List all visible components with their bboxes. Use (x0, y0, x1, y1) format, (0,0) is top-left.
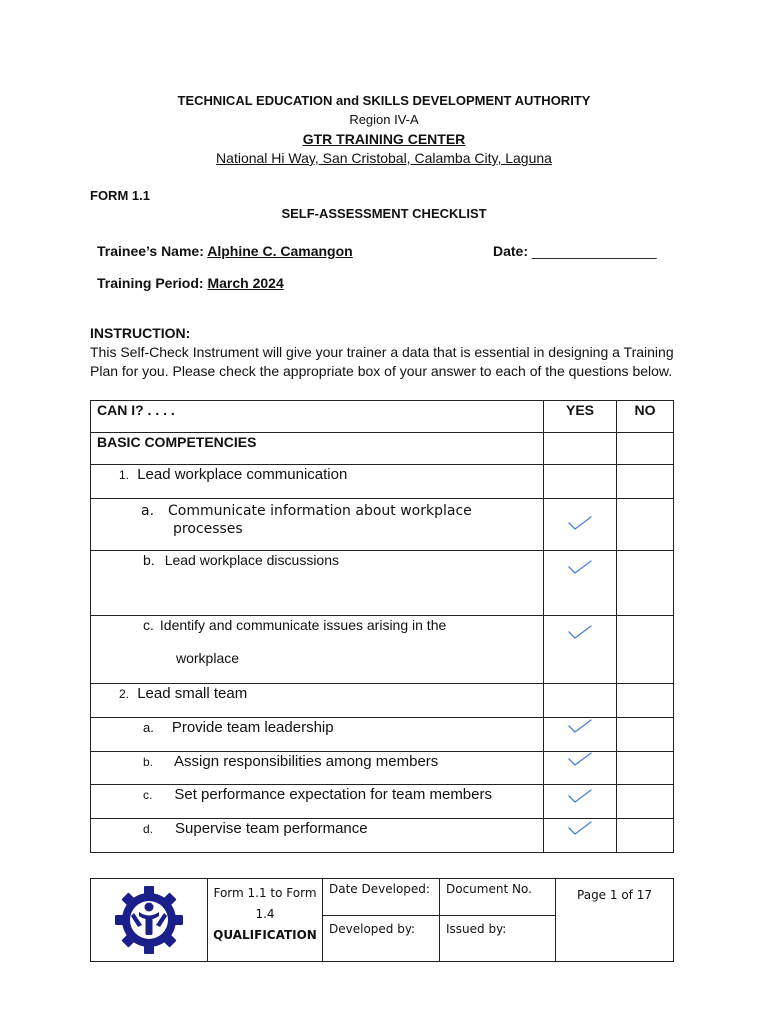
yes-cell[interactable] (544, 616, 617, 684)
item-text: Lead workplace discussions (164, 552, 340, 568)
yes-cell[interactable] (544, 465, 617, 499)
self-assessment-table (90, 400, 674, 853)
no-cell[interactable] (617, 465, 674, 499)
form-range-cell (208, 879, 323, 962)
item-2c (91, 785, 544, 819)
yes-cell[interactable] (544, 684, 617, 718)
table-row (91, 718, 674, 752)
item-2a (91, 718, 544, 752)
developed-by-label: Developed by: (323, 916, 440, 962)
item-letter: b. (143, 755, 154, 769)
date-label: Date: (493, 243, 529, 259)
checkmark-icon (567, 514, 593, 530)
item-1a (91, 499, 544, 551)
item-2b (91, 752, 544, 785)
item-text: Provide team leadership (171, 719, 334, 736)
item-letter: c. (143, 788, 153, 802)
section-basic-competencies: BASIC COMPETENCIES (91, 433, 544, 465)
no-cell[interactable] (617, 785, 674, 819)
instruction-line-2: Plan for you. Please check the appropriate box of your answer to each of the questions below. (90, 363, 673, 379)
document-footer-table (90, 878, 674, 962)
yes-cell[interactable] (544, 551, 617, 616)
column-header-yes: YES (544, 401, 617, 433)
table-row (91, 465, 674, 499)
training-period-value: March 2024 (207, 275, 284, 291)
training-center-name: GTR TRAINING CENTER (302, 131, 466, 147)
table-row (91, 551, 674, 616)
date-blank: ________________ (531, 243, 657, 259)
date-developed-label: Date Developed: (323, 879, 440, 916)
table-header-row (91, 401, 674, 433)
yes-cell[interactable] (544, 433, 617, 465)
yes-cell[interactable] (544, 499, 617, 551)
training-center-address: National Hi Way, San Cristobal, Calamba City, Laguna (216, 150, 552, 166)
table-row (91, 616, 674, 684)
column-header-question: CAN I? . . . . (91, 401, 544, 433)
yes-cell[interactable] (544, 785, 617, 819)
form-range-line-1: Form 1.1 to Form (213, 886, 317, 900)
qualification-label: QUALIFICATION (213, 928, 317, 942)
item-1 (91, 465, 544, 499)
item-text: Assign responsibilities among members (174, 753, 439, 770)
table-row (91, 752, 674, 785)
item-text: Communicate information about workplace (168, 503, 472, 519)
tesda-gear-logo-icon (114, 885, 184, 955)
table-row (91, 684, 674, 718)
item-text: Lead workplace communication (137, 466, 348, 483)
item-number: 1. (119, 468, 130, 482)
item-text: Set performance expectation for team members (174, 786, 492, 803)
item-number: 2. (119, 687, 130, 701)
instruction-heading: INSTRUCTION: (90, 325, 191, 341)
training-period-row (97, 275, 284, 291)
training-period-label: Training Period: (97, 275, 204, 291)
no-cell[interactable] (617, 499, 674, 551)
form-number: FORM 1.1 (90, 188, 150, 203)
table-row (91, 499, 674, 551)
item-letter: b. (143, 552, 155, 568)
yes-cell[interactable] (544, 752, 617, 785)
no-cell[interactable] (617, 616, 674, 684)
no-cell[interactable] (617, 684, 674, 718)
no-cell[interactable] (617, 551, 674, 616)
no-cell[interactable] (617, 819, 674, 853)
no-cell[interactable] (617, 433, 674, 465)
item-letter: a. (141, 503, 155, 519)
item-text: Supervise team performance (175, 820, 368, 837)
authority-title: TECHNICAL EDUCATION and SKILLS DEVELOPMENT AUTHORITY (177, 93, 591, 108)
checkmark-icon (567, 717, 593, 733)
region-label: Region IV-A (349, 112, 419, 127)
form-range-line-2: 1.4 (255, 907, 275, 921)
item-letter: a. (143, 720, 154, 735)
no-cell[interactable] (617, 718, 674, 752)
table-row (91, 785, 674, 819)
trainee-name-value: Alphine C. Camangon (207, 243, 353, 259)
date-row (493, 243, 656, 259)
checkmark-icon (567, 819, 593, 835)
item-text-continued: processes (173, 521, 243, 537)
trainee-name-label: Trainee’s Name: (97, 243, 204, 259)
item-2d (91, 819, 544, 853)
yes-cell[interactable] (544, 819, 617, 853)
logo-cell (91, 879, 208, 962)
item-letter: c. (143, 617, 154, 633)
item-text-continued: workplace (176, 650, 240, 666)
checkmark-icon (567, 558, 593, 574)
issued-by-label: Issued by: (440, 916, 556, 962)
checkmark-icon (567, 750, 593, 766)
trainee-name-row (97, 243, 353, 259)
no-cell[interactable] (617, 752, 674, 785)
document-number-label: Document No. (440, 879, 556, 916)
instruction-line-1: This Self-Check Instrument will give your trainer a data that is essential in designing a Training (90, 344, 674, 360)
form-title: SELF-ASSESSMENT CHECKLIST (281, 206, 487, 221)
page-number: Page 1 of 17 (556, 879, 674, 962)
checkmark-icon (567, 787, 593, 803)
item-2 (91, 684, 544, 718)
column-header-no: NO (617, 401, 674, 433)
item-1c (91, 616, 544, 684)
item-letter: d. (143, 822, 154, 836)
item-text: Identify and communicate issues arising in the (159, 617, 447, 633)
item-text: Lead small team (137, 685, 248, 702)
checkmark-icon (567, 623, 593, 639)
yes-cell[interactable] (544, 718, 617, 752)
table-row (91, 433, 674, 465)
item-1b (91, 551, 544, 616)
table-row (91, 819, 674, 853)
